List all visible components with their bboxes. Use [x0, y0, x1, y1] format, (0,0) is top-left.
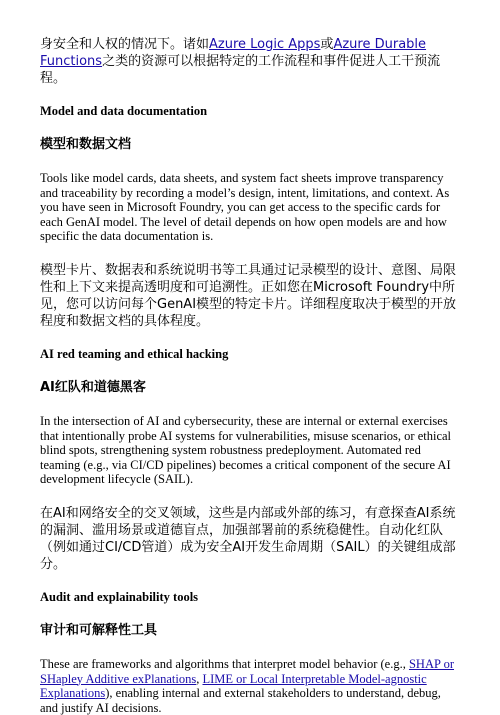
azure-durable-functions-link[interactable]: Azure Durable Functions: [40, 37, 427, 69]
model-docs-body-en: Tools like model cards, data sheets, and system fact sheets improve transparency and traceability by recording a model’s design, intent, limitations, and context. As you have seen in Microsoft Foundry, you can get access to the specific cards for each GenAI model. The level of detail depends on how open models are and how specific the data documentation is.: [40, 171, 450, 244]
audit-body-suffix: ), enabling internal and external stakeholders to understand, debug, and justify AI decisions.: [40, 686, 441, 715]
intro-prefix: 身安全和人权的情况下。诸如: [40, 37, 210, 52]
intro-paragraph-zh: [40, 36, 460, 87]
red-teaming-body-zh: 在AI和网络安全的交叉领域，这些是内部或外部的练习，有意探查AI系统的漏洞、滥用场景或道德盲点，加强部署前的系统稳健性。自动化红队（例如通过CI/CD管道）成为安全AI开发生命周期（SAIL）的关键组成部分。: [40, 505, 456, 572]
audit-heading-zh: 审计和可解释性工具: [40, 622, 158, 638]
lime-link[interactable]: LIME or Local Interpretable Model-agnostic Explanations: [40, 671, 427, 701]
shap-link[interactable]: SHAP or SHapley Additive exPlanations: [40, 656, 455, 686]
red-teaming-heading-zh: AI红队和道德黑客: [40, 379, 146, 395]
audit-heading-en: Audit and explainability tools: [40, 589, 199, 604]
audit-body-prefix: These are frameworks and algorithms that interpret model behavior (e.g.,: [40, 656, 409, 671]
red-teaming-body-en: In the intersection of AI and cybersecurity, these are internal or external exercises that intentionally probe AI systems for vulnerabilities, misuse scenarios, or ethical blind spots, strengthening system robustness predeployment. Automated red teaming (e.g., via CI/CD pipelines) becomes a critical component of the secure AI development lifecycle (SAIL).: [40, 413, 452, 487]
document-page: [40, 36, 460, 715]
model-docs-heading-zh: 模型和数据文档: [40, 137, 132, 152]
red-teaming-heading-en: AI red teaming and ethical hacking: [40, 346, 229, 361]
azure-logic-apps-link[interactable]: Azure Logic Apps: [209, 37, 321, 52]
audit-body-en: [40, 657, 460, 715]
intro-mid: 或: [320, 37, 334, 52]
model-docs-body-zh: 模型卡片、数据表和系统说明书等工具通过记录模型的设计、意图、局限性和上下文来提高透明度和可追溯性。正如您在Microsoft Foundry中所见，您可以访问每个GenAI模型的特定卡片。详细程度取决于模型的开放程度和数据文档的具体程度。: [40, 262, 457, 329]
intro-suffix: 之类的资源可以根据特定的工作流程和事件促进人工干预流程。: [40, 54, 441, 86]
audit-body-mid: ,: [196, 671, 203, 686]
model-docs-heading-en: Model and data documentation: [40, 104, 208, 118]
